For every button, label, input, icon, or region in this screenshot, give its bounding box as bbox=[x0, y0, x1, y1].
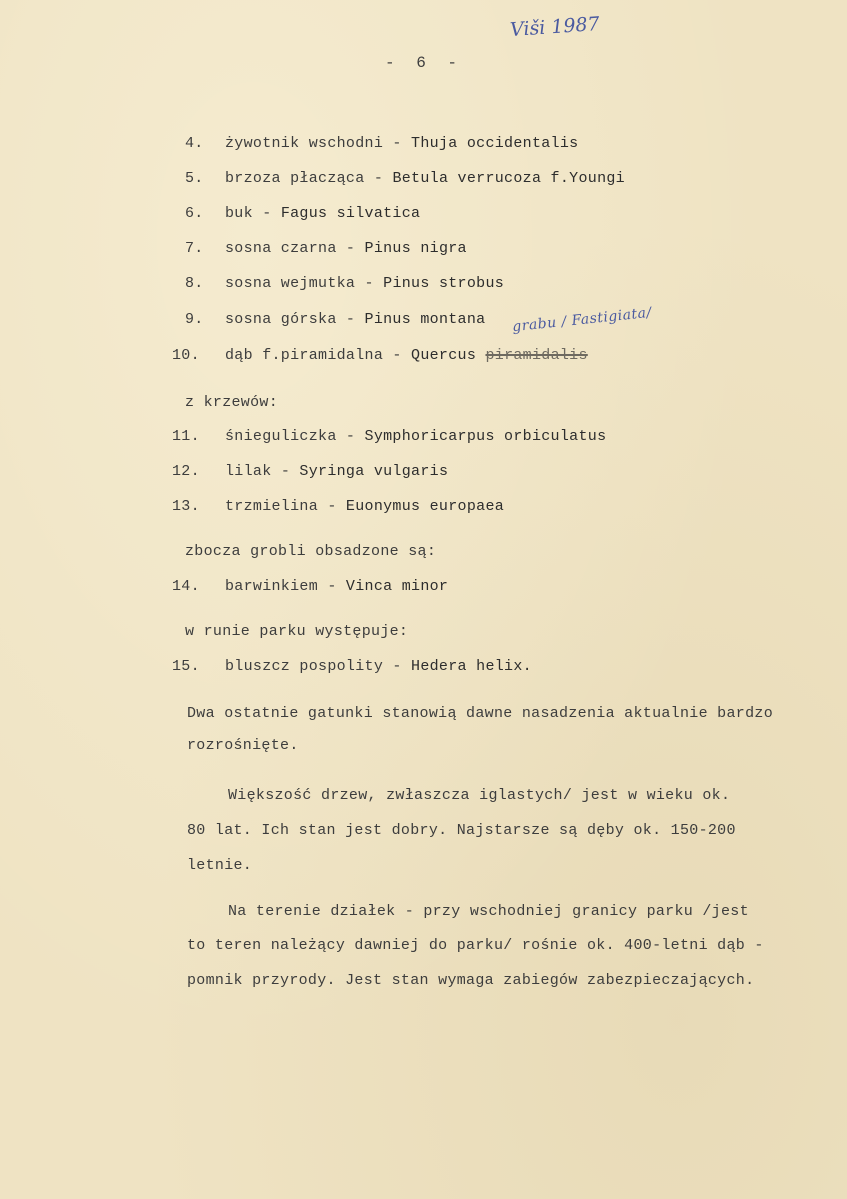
struck-text: piramidalis bbox=[485, 347, 588, 364]
section-heading: zbocza grobli obsadzone są: bbox=[185, 543, 437, 560]
list-item: 15. bluszcz pospolity - Hedera helix. bbox=[172, 658, 532, 675]
list-item: 9. sosna górska - Pinus montana bbox=[185, 311, 486, 328]
list-item: 11. śnieguliczka - Symphoricarpus orbiculatus bbox=[172, 428, 607, 445]
handwritten-date-annotation: Viši 1987 bbox=[509, 12, 601, 42]
list-item: 8. sosna wejmutka - Pinus strobus bbox=[185, 275, 505, 292]
handwritten-margin-note: grabu / Fastigiata/ bbox=[511, 304, 653, 336]
paragraph-line: 80 lat. Ich stan jest dobry. Najstarsze są dęby ok. 150-200 bbox=[187, 822, 736, 839]
paragraph-line: pomnik przyrody. Jest stan wymaga zabiegów zabezpieczających. bbox=[187, 972, 755, 989]
list-item: 7. sosna czarna - Pinus nigra bbox=[185, 240, 467, 257]
paragraph-line: Większość drzew, zwłaszcza iglastych/ jest w wieku ok. bbox=[228, 787, 731, 804]
paragraph-line: letnie. bbox=[187, 857, 253, 874]
list-item: 4. żywotnik wschodni - Thuja occidentalis bbox=[185, 135, 579, 152]
list-item: 13. trzmielina - Euonymus europaea bbox=[172, 498, 505, 515]
page-number: - 6 - bbox=[385, 54, 464, 72]
section-heading: z krzewów: bbox=[185, 394, 279, 411]
paragraph-line: rozrośnięte. bbox=[187, 737, 299, 754]
paragraph-line: Na terenie działek - przy wschodniej granicy parku /jest bbox=[228, 903, 749, 920]
list-item: 5. brzoza płacząca - Betula verrucoza f.Youngi bbox=[185, 170, 625, 187]
list-item: 10. dąb f.piramidalna - Quercus piramidalis bbox=[172, 347, 588, 364]
list-item: 6. buk - Fagus silvatica bbox=[185, 205, 421, 222]
list-item: 12. lilak - Syringa vulgaris bbox=[172, 463, 449, 480]
paragraph-line: Dwa ostatnie gatunki stanowią dawne nasadzenia aktualnie bardzo bbox=[187, 705, 773, 722]
list-item: 14. barwinkiem - Vinca minor bbox=[172, 578, 449, 595]
paragraph-line: to teren należący dawniej do parku/ rośnie ok. 400-letni dąb - bbox=[187, 937, 764, 954]
section-heading: w runie parku występuje: bbox=[185, 623, 409, 640]
